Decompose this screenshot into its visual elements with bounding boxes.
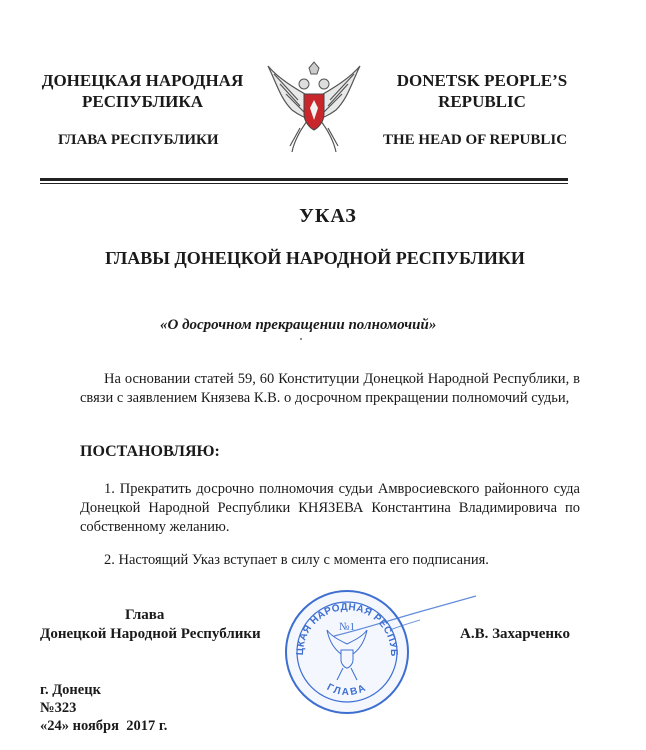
document-subtitle: ГЛАВЫ ДОНЕЦКОЙ НАРОДНОЙ РЕСПУБЛИКИ — [105, 248, 525, 268]
decree-item-1: 1. Прекратить досрочно полномочия судьи Амвросиевского районного суда Донецкой Народной Республики КНЯЗЕВА Константина Владимировича по собственному желанию. — [80, 481, 580, 535]
letterhead-right-sub: THE HEAD OF REPUBLIC — [383, 132, 568, 148]
signature-role-line2: Донецкой Народной Республики — [40, 626, 261, 642]
signature-name: А.В. Захарченко — [460, 626, 570, 642]
letterhead-left-title — [30, 70, 255, 112]
footer-date: «24» ноября 2017 г. — [40, 718, 168, 734]
letterhead-left-sub: ГЛАВА РЕСПУБЛИКИ — [58, 132, 219, 148]
footer-number: №323 — [40, 700, 77, 716]
eagle-emblem-icon — [264, 58, 364, 158]
letterhead-left-line2: РЕСПУБЛИКА — [81, 92, 203, 111]
document-title: УКАЗ — [299, 205, 357, 227]
coat-of-arms — [264, 58, 364, 158]
footer-city: г. Донецк — [40, 682, 101, 698]
letterhead-left-line1: ДОНЕЦКАЯ НАРОДНАЯ — [41, 71, 244, 90]
handwritten-signature — [330, 590, 480, 660]
letterhead-right-line2: REPUBLIC — [438, 92, 526, 111]
stamp-bottom-text: ГЛАВА — [324, 681, 370, 699]
signature-role-line1: Глава — [125, 607, 165, 623]
preamble-paragraph: На основании статей 59, 60 Конституции Донецкой Народной Республики, в связи с заявлением Князева К.В. о досрочном прекращении полномочий судьи, — [80, 371, 580, 406]
document-subject: «О досрочном прекращении полномочий» — [160, 317, 437, 333]
letterhead-right-line1: DONETSK PEOPLE’S — [396, 71, 568, 90]
letterhead-right-title — [382, 70, 582, 112]
decree-word: ПОСТАНОВЛЯЮ: — [80, 443, 220, 460]
header-rule-thin — [40, 183, 568, 184]
stamp-top-text: ЦКАЯ НАРОДНАЯ РЕСПУБ — [294, 601, 400, 657]
ink-dot — [300, 338, 302, 340]
header-rule-thick — [40, 178, 568, 181]
stamp-number: №1 — [339, 621, 355, 633]
decree-item-2: 2. Настоящий Указ вступает в силу с момента его подписания. — [104, 552, 489, 568]
